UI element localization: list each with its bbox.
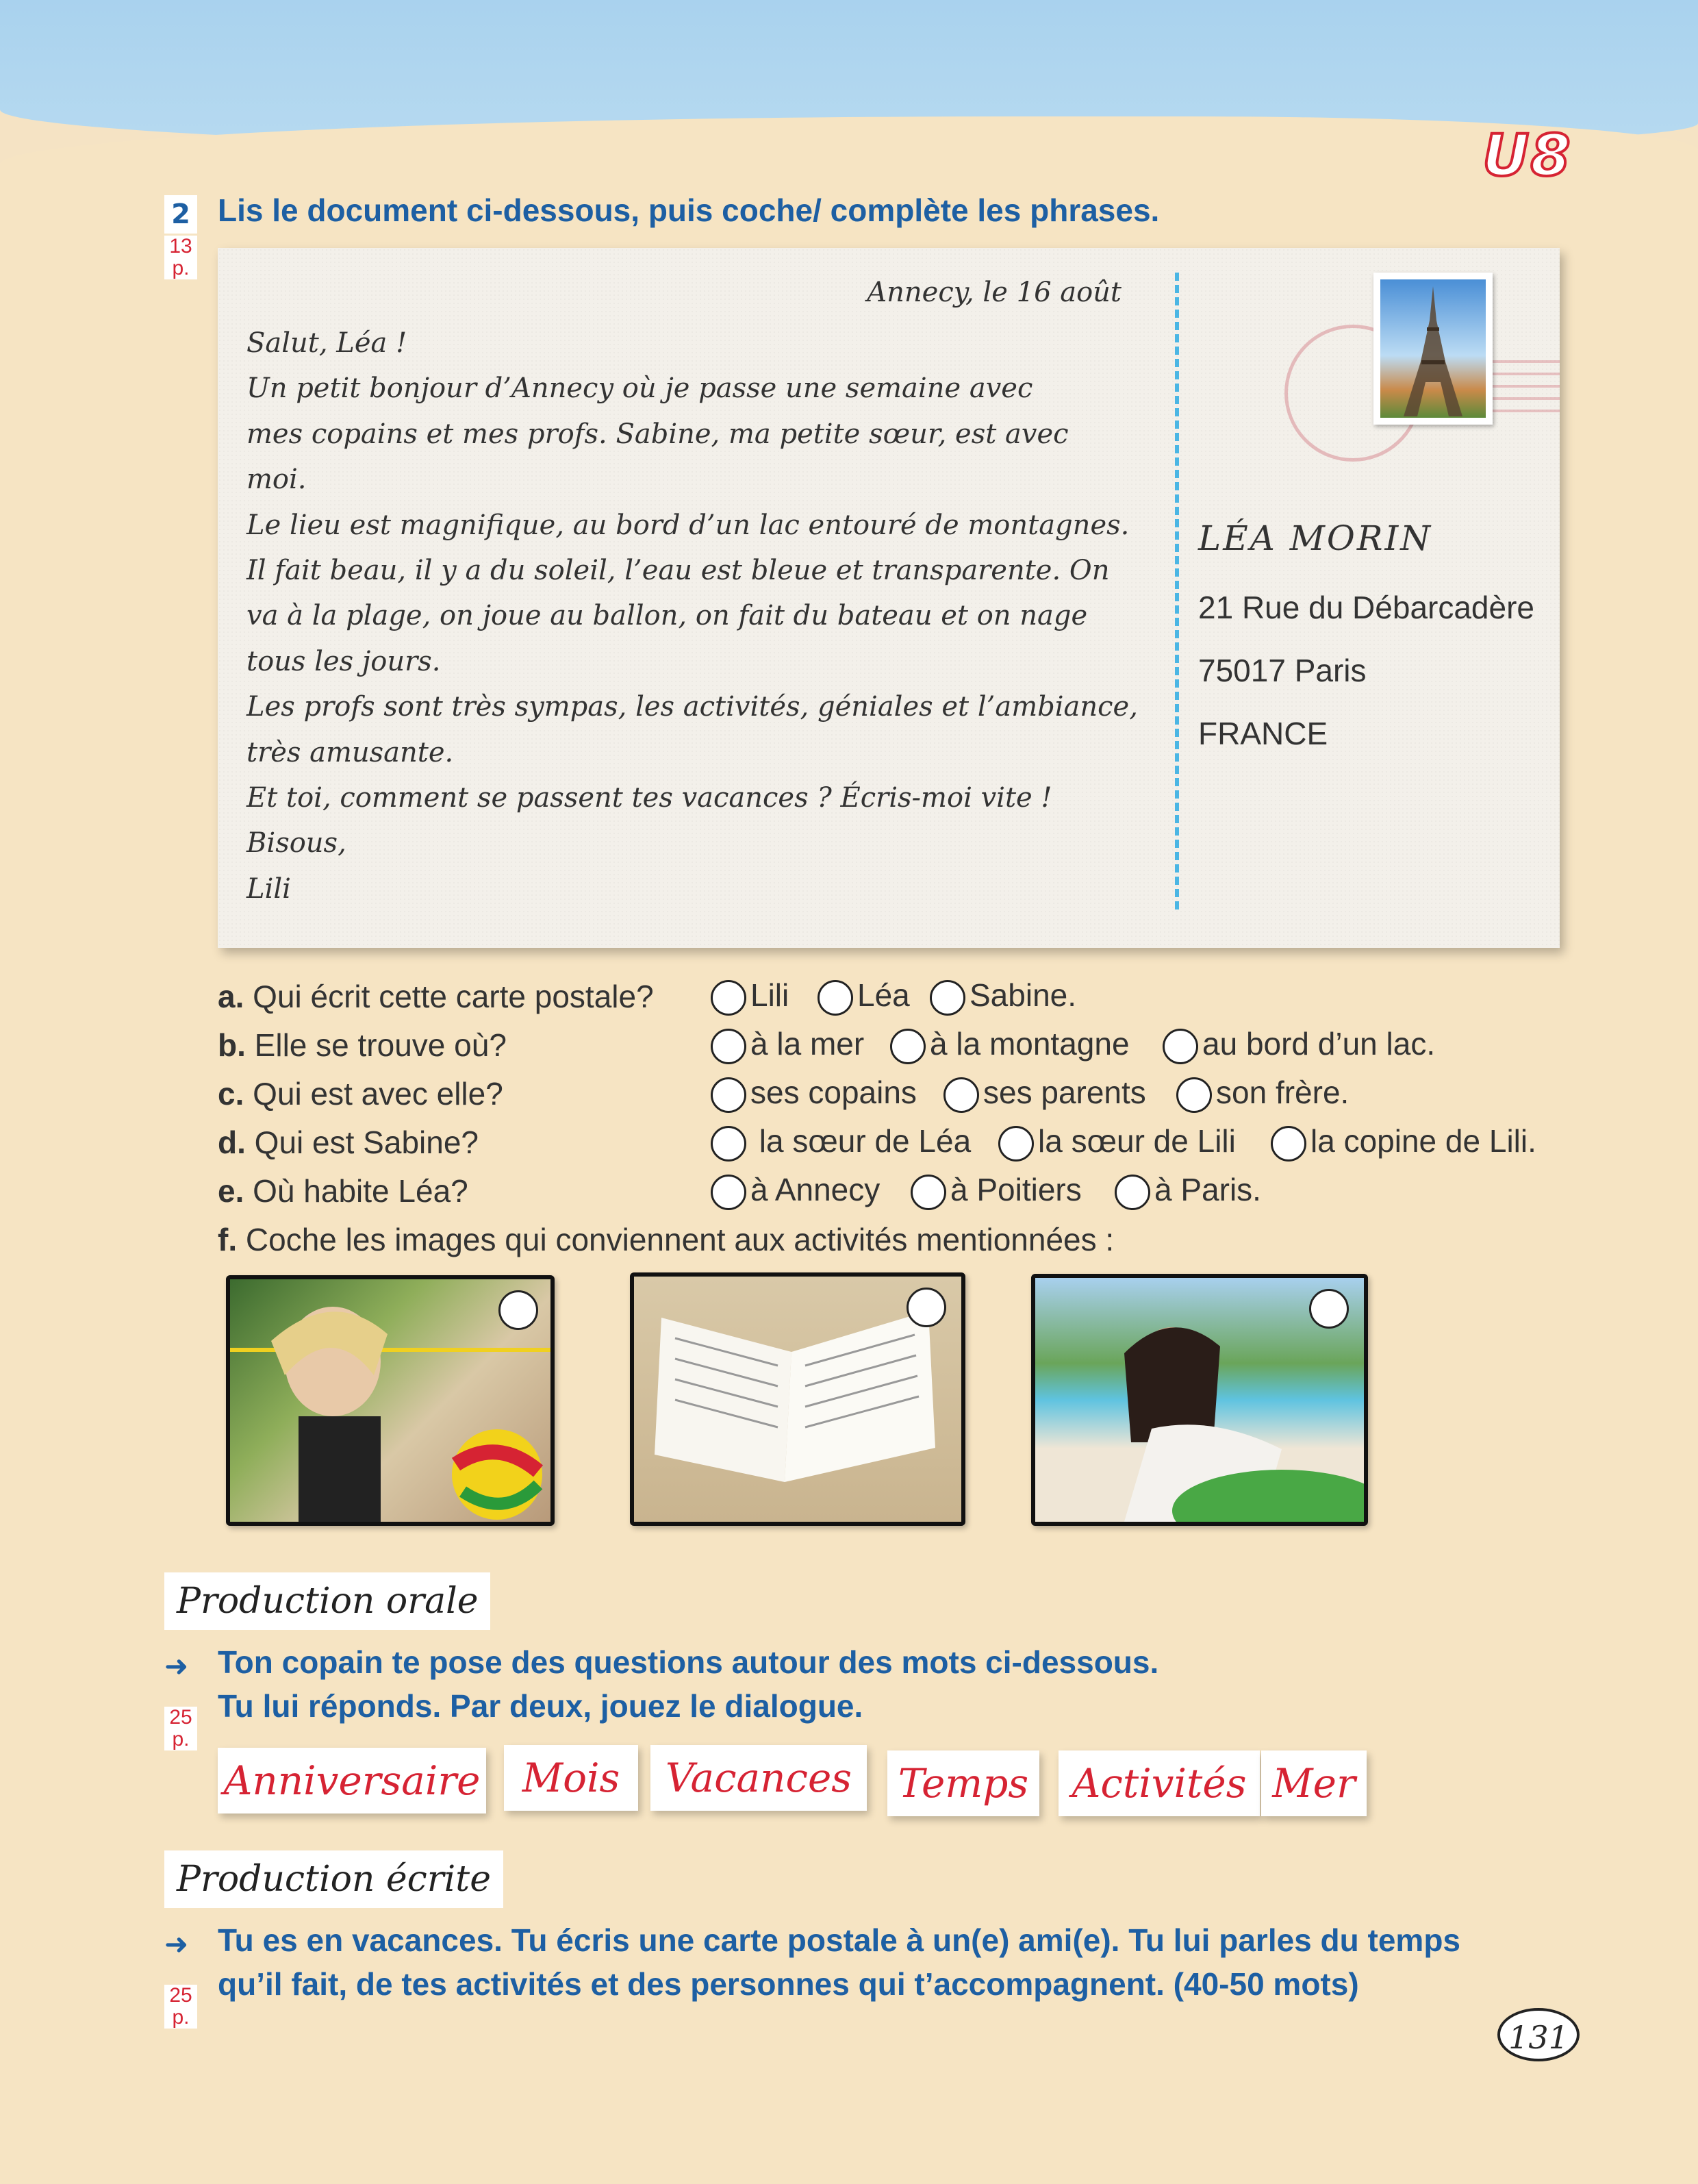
oral-arrow-icon: ➜ [164, 1649, 189, 1683]
option-e1[interactable]: à Annecy [711, 1171, 880, 1210]
checkbox-circle[interactable] [998, 1126, 1034, 1162]
checkbox-circle[interactable] [1115, 1175, 1150, 1210]
checkbox-circle[interactable] [930, 980, 965, 1016]
option-e2[interactable]: à Poitiers [911, 1171, 1082, 1210]
word-card-mois: Mois [504, 1745, 638, 1811]
postcard-date: Annecy, le 16 août [867, 277, 1122, 308]
option-c3[interactable]: son frère. [1176, 1074, 1349, 1113]
image-checkbox-3[interactable] [1309, 1289, 1349, 1329]
option-b1[interactable]: à la mer [711, 1025, 864, 1064]
page-number: 131 [1497, 2008, 1580, 2061]
option-d2[interactable]: la sœur de Lili [998, 1122, 1236, 1162]
photo-book-on-sand [630, 1272, 965, 1526]
option-c1[interactable]: ses copains [711, 1074, 917, 1113]
image-checkbox-1[interactable] [498, 1290, 538, 1330]
checkbox-circle[interactable] [1176, 1077, 1212, 1113]
image-checkbox-2[interactable] [907, 1288, 946, 1327]
option-e3[interactable]: à Paris. [1115, 1171, 1261, 1210]
exercise-number: 2 [164, 195, 197, 234]
option-d3[interactable]: la copine de Lili. [1271, 1122, 1536, 1162]
checkbox-circle[interactable] [711, 1126, 746, 1162]
checkbox-circle[interactable] [711, 1175, 746, 1210]
question-f: f. Coche les images qui conviennent aux activités mentionnées : [218, 1222, 1115, 1257]
photo-woman-relaxing [1031, 1274, 1368, 1526]
checkbox-circle[interactable] [711, 980, 746, 1016]
exercise-instruction: Lis le document ci-dessous, puis coche/ complète les phrases. [218, 192, 1160, 228]
option-d1[interactable]: la sœur de Léa [711, 1122, 971, 1162]
eiffel-tower-stamp [1373, 273, 1493, 425]
question-c: c. Qui est avec elle? [218, 1076, 503, 1112]
written-instruction-2: qu’il fait, de tes activités et des personnes qui t’accompagnent. (40-50 mots) [218, 1966, 1359, 2002]
checkbox-circle[interactable] [890, 1029, 926, 1064]
unit-label: U8 [1482, 122, 1572, 189]
exercise-page-ref: 13 p. [164, 236, 197, 279]
eiffel-tower-icon [1380, 279, 1486, 418]
oral-page-ref: 25 p. [164, 1707, 197, 1750]
postcard-divider [1175, 273, 1179, 909]
word-card-vacances: Vacances [650, 1745, 867, 1811]
written-page-ref: 25 p. [164, 1985, 197, 2029]
written-instruction-1: Tu es en vacances. Tu écris une carte postale à un(e) ami(e). Tu lui parles du temps [218, 1922, 1461, 1958]
checkbox-circle[interactable] [818, 980, 853, 1016]
checkbox-circle[interactable] [711, 1029, 746, 1064]
address-name: LÉA MORIN [1198, 518, 1433, 558]
written-arrow-icon: ➜ [164, 1927, 189, 1961]
written-section-tag: Production écrite [164, 1850, 503, 1908]
question-d: d. Qui est Sabine? [218, 1125, 479, 1160]
question-e: e. Où habite Léa? [218, 1173, 468, 1209]
option-b2[interactable]: à la montagne [890, 1025, 1130, 1064]
address-street: 21 Rue du Débarcadère [1198, 590, 1534, 625]
question-a: a. Qui écrit cette carte postale? [218, 979, 654, 1014]
word-card-activites: Activités [1059, 1750, 1260, 1816]
option-a2[interactable]: Léa [818, 977, 910, 1016]
address-city: 75017 Paris [1198, 653, 1367, 688]
option-b3[interactable]: au bord d’un lac. [1163, 1025, 1435, 1064]
option-a1[interactable]: Lili [711, 977, 789, 1016]
option-a3[interactable]: Sabine. [930, 977, 1076, 1016]
question-b: b. Elle se trouve où? [218, 1027, 507, 1063]
checkbox-circle[interactable] [1271, 1126, 1306, 1162]
oral-instruction-2: Tu lui réponds. Par deux, jouez le dialogue. [218, 1688, 863, 1724]
word-card-anniversaire: Anniversaire [218, 1748, 486, 1813]
photo-volleyball [226, 1275, 555, 1526]
oral-section-tag: Production orale [164, 1572, 490, 1630]
word-card-temps: Temps [887, 1750, 1039, 1816]
checkbox-circle[interactable] [711, 1077, 746, 1113]
option-c2[interactable]: ses parents [943, 1074, 1146, 1113]
checkbox-circle[interactable] [1163, 1029, 1198, 1064]
word-card-mer: Mer [1261, 1750, 1367, 1816]
checkbox-circle[interactable] [943, 1077, 979, 1113]
oral-instruction-1: Ton copain te pose des questions autour des mots ci-dessous. [218, 1644, 1159, 1680]
checkbox-circle[interactable] [911, 1175, 946, 1210]
postcard [218, 248, 1560, 948]
address-country: FRANCE [1198, 716, 1328, 751]
postcard-message: Salut, Léa ! Un petit bonjour d’Annecy où je passe une semaine avec mes copains et mes profs. Sabine, ma petite sœur, est avec moi. Le lieu est magnifique, au bord d’un lac entouré de montagnes. Il fait beau, il y a du soleil, l’eau est bleue et transparente. On va à la plage, on joue au ballon, on fait du bateau et on nage tous les jours. Les profs sont très sympas, les activités, géniales et l’ambiance, très amusante. Et toi, comment se passent tes vacances ? Écris-moi vite ! Bisous, Lili [246, 327, 1138, 905]
